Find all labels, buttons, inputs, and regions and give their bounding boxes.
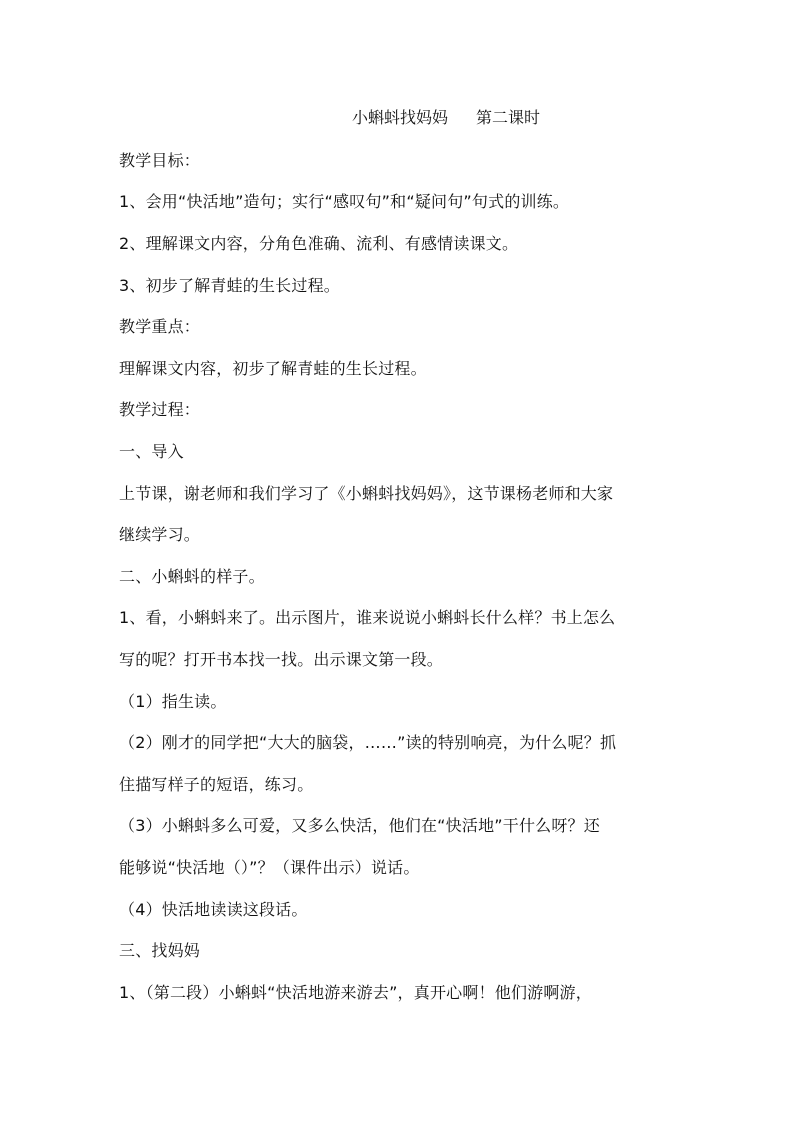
heading-teaching-process: 教学过程： xyxy=(119,400,201,419)
title-main: 小蝌蚪找妈妈 xyxy=(352,108,449,127)
paragraph-line: 1、（第二段）小蝌蚪“快活地游来游去”，真开心啊！他们游啊游， xyxy=(119,983,592,1002)
goal-item-1: 1、会用“快活地”造句；实行“感叹句”和“疑问句”句式的训练。 xyxy=(119,192,570,211)
key-point-text: 理解课文内容，初步了解青蛙的生长过程。 xyxy=(119,359,427,378)
step-item-2: （2）刚才的同学把“大大的脑袋，……”读的特别响亮，为什么呢？抓 xyxy=(119,733,617,752)
paragraph-line: 1、看，小蝌蚪来了。出示图片，谁来说说小蝌蚪长什么样？书上怎么 xyxy=(119,608,616,627)
heading-key-points: 教学重点： xyxy=(119,317,201,336)
paragraph-line: 写的呢？打开书本找一找。出示课文第一段。 xyxy=(119,650,444,669)
title-sub: 第二课时 xyxy=(476,108,541,127)
step-item-1: （1）指生读。 xyxy=(119,692,227,711)
goal-item-2: 2、理解课文内容，分角色准确、流利、有感情读课文。 xyxy=(119,234,519,253)
goal-item-3: 3、初步了解青蛙的生长过程。 xyxy=(119,276,340,295)
section-heading-find-mom: 三、找妈妈 xyxy=(119,941,201,960)
step-item-4: （4）快活地读读这段话。 xyxy=(119,900,308,919)
paragraph-line: 上节课，谢老师和我们学习了《小蝌蚪找妈妈》，这节课杨老师和大家 xyxy=(119,484,614,503)
paragraph-line: 继续学习。 xyxy=(119,525,201,544)
paragraph-line: 住描写样子的短语，练习。 xyxy=(119,775,314,794)
page-title xyxy=(352,106,540,130)
step-item-3: （3）小蝌蚪多么可爱，又多么快活，他们在“快活地”干什么呀？还 xyxy=(119,816,600,835)
paragraph-line: 能够说“快活地（）”？（课件出示）说话。 xyxy=(119,858,420,877)
heading-teaching-goals: 教学目标： xyxy=(119,151,201,170)
section-heading-intro: 一、导入 xyxy=(119,442,184,461)
section-heading-appearance: 二、小蝌蚪的样子。 xyxy=(119,567,265,586)
